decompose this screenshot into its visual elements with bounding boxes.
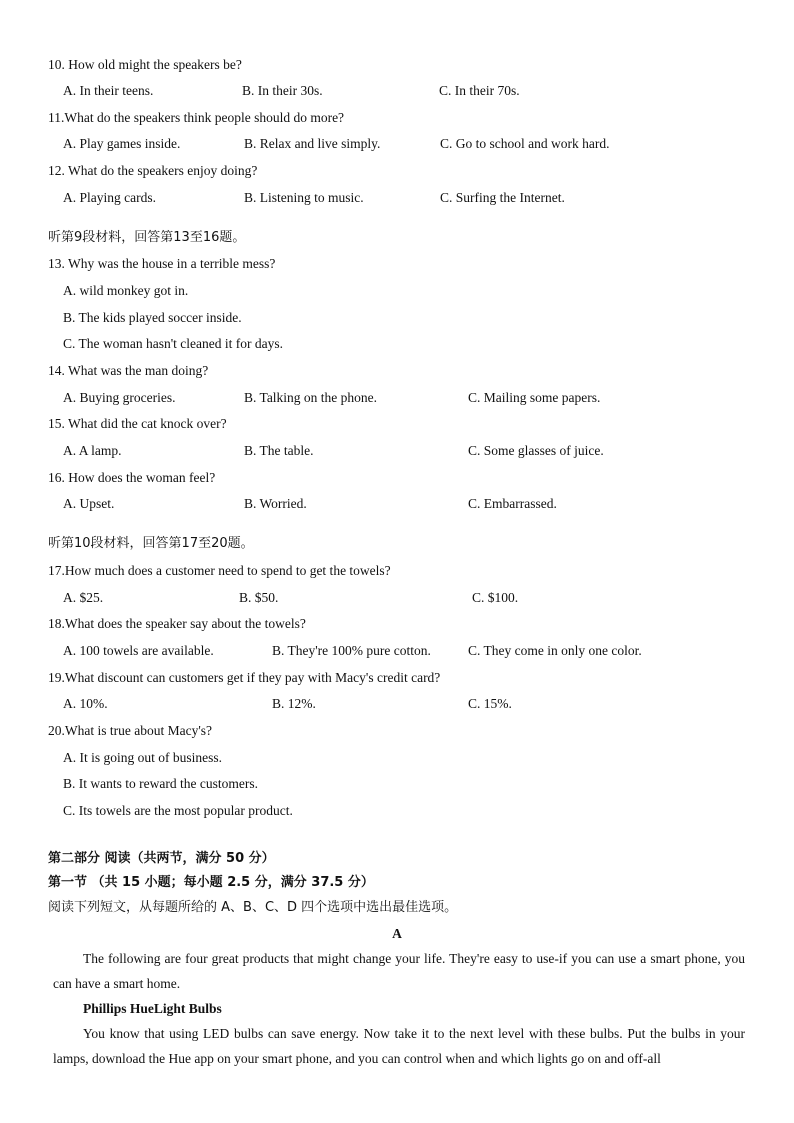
q17-option-c: C. $100.: [472, 590, 519, 605]
q19-option-b: B. 12%.: [272, 696, 316, 711]
q13-option-a: A. wild monkey got in.: [63, 283, 189, 298]
reading-section-title: 第一节 （共 15 小题；每小题 2.5 分，满分 37.5 分）: [48, 875, 374, 890]
question-17: 17.How much does a customer need to spend to get the towels?: [48, 563, 391, 578]
question-14: 14. What was the man doing?: [48, 363, 209, 378]
q14-option-b: B. Talking on the phone.: [244, 390, 378, 405]
question-15: 15. What did the cat knock over?: [48, 416, 227, 431]
q11-option-c: C. Go to school and work hard.: [440, 136, 610, 151]
q10-option-c: C. In their 70s.: [439, 83, 520, 98]
q17-option-b: B. $50.: [239, 590, 279, 605]
question-13: 13. Why was the house in a terrible mess?: [48, 256, 276, 271]
product-description: You know that using LED bulbs can save energy. Now take it to the next level with these bulbs. Put the bulbs in your lamps, download the Hue app on your smart phone, and you can control when and which lights go on and off-all: [53, 1026, 745, 1066]
q13-option-c: C. The woman hasn't cleaned it for days.: [63, 336, 284, 351]
q18-option-b: B. They're 100% pure cotton.: [272, 643, 431, 658]
q20-option-a: A. It is going out of business.: [63, 750, 223, 765]
reading-part-title: 第二部分 阅读（共两节，满分 50 分）: [48, 851, 275, 866]
question-19: 19.What discount can customers get if they pay with Macy's credit card?: [48, 670, 441, 685]
q12-option-a: A. Playing cards.: [63, 190, 156, 205]
question-20: 20.What is true about Macy's?: [48, 723, 213, 738]
q19-option-c: C. 15%.: [468, 696, 512, 711]
q16-option-c: C. Embarrassed.: [468, 496, 557, 511]
q18-option-a: A. 100 towels are available.: [63, 643, 214, 658]
question-12: 12. What do the speakers enjoy doing?: [48, 163, 258, 178]
passage-label: A: [392, 926, 402, 941]
q14-option-c: C. Mailing some papers.: [468, 390, 601, 405]
q10-option-b: B. In their 30s.: [242, 83, 323, 98]
q11-option-b: B. Relax and live simply.: [244, 136, 381, 151]
q10-option-a: A. In their teens.: [63, 83, 154, 98]
q16-option-b: B. Worried.: [244, 496, 307, 511]
q14-option-a: A. Buying groceries.: [63, 390, 176, 405]
section-10-instruction: 听第10段材料，回答第17至20题。: [48, 536, 254, 551]
q15-option-a: A. A lamp.: [63, 443, 122, 458]
q13-option-b: B. The kids played soccer inside.: [63, 310, 242, 325]
q12-option-b: B. Listening to music.: [244, 190, 364, 205]
q20-option-b: B. It wants to reward the customers.: [63, 776, 258, 791]
q11-option-a: A. Play games inside.: [63, 136, 181, 151]
q20-option-c: C. Its towels are the most popular product.: [63, 803, 293, 818]
reading-instruction: 阅读下列短文，从每题所给的 A、B、C、D 四个选项中选出最佳选项。: [48, 900, 458, 915]
q12-option-c: C. Surfing the Internet.: [440, 190, 565, 205]
question-10: 10. How old might the speakers be?: [48, 57, 242, 72]
product-title: Phillips HueLight Bulbs: [83, 1001, 222, 1016]
q15-option-c: C. Some glasses of juice.: [468, 443, 604, 458]
q18-option-c: C. They come in only one color.: [468, 643, 642, 658]
q16-option-a: A. Upset.: [63, 496, 115, 511]
passage-intro: The following are four great products that might change your life. They're easy to use-if you can use a smart phone, you can have a smart home.: [53, 951, 745, 991]
section-9-instruction: 听第9段材料，回答第13至16题。: [48, 230, 246, 245]
q15-option-b: B. The table.: [244, 443, 314, 458]
question-16: 16. How does the woman feel?: [48, 470, 216, 485]
q17-option-a: A. $25.: [63, 590, 104, 605]
q19-option-a: A. 10%.: [63, 696, 108, 711]
question-18: 18.What does the speaker say about the towels?: [48, 616, 306, 631]
question-11: 11.What do the speakers think people should do more?: [48, 110, 345, 125]
